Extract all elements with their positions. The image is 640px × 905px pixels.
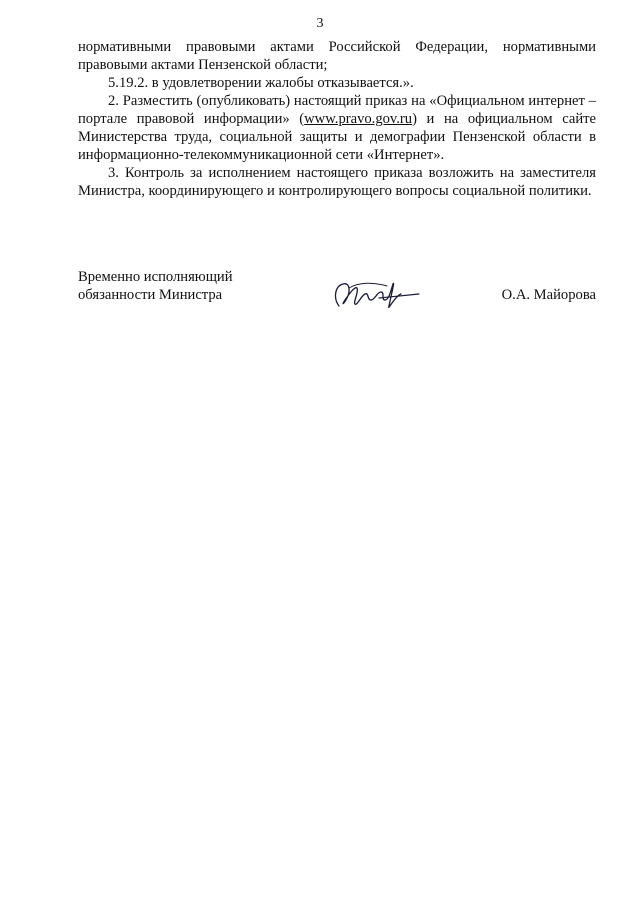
paragraph-item-3: 3. Контроль за исполнением настоящего приказа возложить на заместителя Министра, координирующего и контролирующего вопросы социальной политики. <box>78 165 596 199</box>
handwritten-signature-icon <box>329 276 421 312</box>
signature-block <box>78 268 596 312</box>
signer-position-line-2: обязанности Министра <box>78 287 223 303</box>
page-number: 3 <box>316 16 324 31</box>
signer-position <box>78 268 233 304</box>
paragraph-item-2-text-end: ) и на официальном сайте Министерства труда, социальной защиты и демографии Пензенской области в информационно-телекоммуникационной сети «Интернет». <box>78 111 597 163</box>
signer-name: О.А. Майорова <box>501 287 596 303</box>
paragraph-continuation: нормативными правовыми актами Российской Федерации, нормативными правовыми актами Пензенской области; <box>78 39 596 73</box>
paragraph-item-5-19-2: 5.19.2. в удовлетворении жалобы отказывается.». <box>108 75 414 91</box>
document-body <box>78 38 596 200</box>
pravo-gov-link[interactable]: www.pravo.gov.ru <box>304 111 413 127</box>
paragraph-item-2-text-start: 2. Разместить (опубликовать) настоящий приказ на «Официальном интернет – портале правовой информации» ( <box>78 93 596 127</box>
paragraph-item-2 <box>78 92 596 164</box>
signer-position-line-1: Временно исполняющий <box>78 269 233 285</box>
